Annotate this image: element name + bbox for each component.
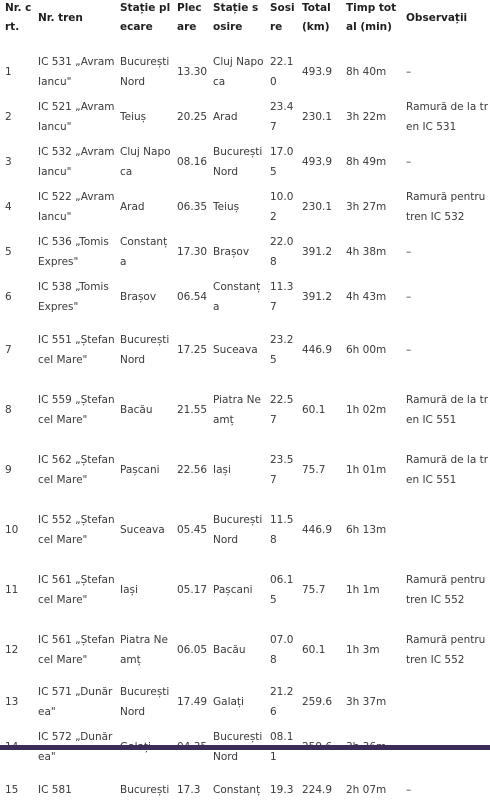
cell-sosire: 22.57 — [270, 393, 294, 426]
cell-timp-total: 2h 07m — [346, 783, 387, 796]
cell-statie-plecare: Brașov — [120, 291, 157, 303]
cell-statie-sosire: Piatra Neamț — [213, 393, 261, 426]
cell-observatii: – — [406, 343, 412, 356]
cell-nr-crt: 1 — [5, 66, 12, 78]
table-row — [0, 770, 490, 810]
cell-total-km: 446.9 — [302, 523, 333, 536]
cell-statie-sosire: Galați — [213, 696, 244, 708]
table-row — [0, 140, 490, 185]
cell-plecare: 22.56 — [177, 463, 208, 476]
header-plecare: Plecare — [177, 2, 202, 33]
cell-statie-sosire: Brașov — [213, 246, 250, 258]
cell-nr-tren: IC 521 „Avram Iancu" — [38, 101, 115, 133]
cell-observatii: Ramură de la tren IC 531 — [406, 101, 489, 133]
cell-nr-tren: IC 536 „Tomis Expres" — [38, 236, 109, 268]
cell-statie-sosire: București Nord — [213, 513, 263, 546]
header-nr-crt: Nr. crt. — [5, 2, 32, 33]
cell-sosire: 06.15 — [270, 573, 294, 606]
cell-statie-sosire: Iași — [213, 463, 231, 476]
cell-statie-plecare: Piatra Neamț — [120, 633, 168, 666]
cell-total-km: 75.7 — [302, 463, 326, 476]
cell-nr-tren: IC 561 „Ștefan cel Mare" — [38, 633, 115, 666]
cell-statie-sosire: Suceava — [213, 343, 258, 356]
cell-statie-plecare: Pașcani — [120, 463, 160, 476]
cell-sosire: 22.10 — [270, 56, 294, 88]
cell-timp-total: 4h 43m — [346, 291, 387, 303]
table-row — [0, 230, 490, 275]
cell-statie-sosire: Constanța — [213, 281, 261, 313]
cell-sosire: 07.08 — [270, 633, 294, 666]
cell-plecare: 05.17 — [177, 583, 208, 596]
cell-total-km: 60.1 — [302, 643, 326, 656]
cell-total-km: 446.9 — [302, 343, 333, 356]
cell-statie-sosire: Teiuș — [213, 201, 240, 213]
cell-observatii: Ramură de la tren IC 551 — [406, 453, 489, 486]
cell-sosire: 23.47 — [270, 101, 294, 133]
cell-nr-tren: IC 571 „Dunărea" — [38, 686, 113, 718]
header-row — [0, 0, 490, 50]
cell-sosire: 19.3 — [270, 783, 294, 796]
cell-total-km: 493.9 — [302, 66, 333, 78]
cell-timp-total: 3h 27m — [346, 201, 387, 213]
cell-timp-total: 1h 1m — [346, 583, 380, 596]
cell-nr-tren: IC 538 „Tomis Expres" — [38, 281, 109, 313]
cell-sosire: 22.08 — [270, 236, 294, 268]
table-row — [0, 185, 490, 230]
cell-plecare: 08.16 — [177, 156, 208, 168]
cell-nr-tren: IC 572 „Dunărea" — [38, 731, 113, 763]
cell-nr-crt: 5 — [5, 246, 12, 258]
cell-total-km: 259.6 — [302, 696, 333, 708]
cell-plecare: 06.54 — [177, 291, 208, 303]
cell-total-km: 391.2 — [302, 291, 333, 303]
cell-nr-crt: 11 — [5, 583, 19, 596]
cell-nr-tren: IC 532 „Avram Iancu" — [38, 146, 115, 178]
cell-total-km: 230.1 — [302, 111, 333, 123]
cell-nr-crt: 9 — [5, 463, 12, 476]
cell-plecare: 20.25 — [177, 111, 208, 123]
cell-statie-plecare: Teiuș — [120, 111, 147, 123]
cell-timp-total: 1h 3m — [346, 643, 380, 656]
table-row — [0, 620, 490, 680]
cell-statie-sosire: Constanț — [213, 783, 261, 796]
table-row — [0, 320, 490, 380]
cell-observatii: – — [406, 66, 412, 78]
cell-statie-plecare: Arad — [120, 201, 145, 213]
cell-nr-crt: 13 — [5, 696, 19, 708]
cell-nr-tren: IC 562 „Ștefan cel Mare" — [38, 453, 115, 486]
cell-observatii: Ramură pentru tren IC 552 — [406, 633, 486, 666]
cell-statie-plecare: Suceava — [120, 523, 165, 536]
cell-plecare: 17.30 — [177, 246, 208, 258]
table-row — [0, 50, 490, 95]
header-statie-sosire: Stație sosire — [213, 2, 259, 33]
cell-statie-sosire: Arad — [213, 111, 238, 123]
cell-sosire: 17.05 — [270, 146, 294, 178]
table-body — [0, 50, 490, 810]
cell-nr-tren: IC 531 „Avram Iancu" — [38, 56, 115, 88]
cell-nr-tren: IC 561 „Ștefan cel Mare" — [38, 573, 115, 606]
cell-statie-plecare: București — [120, 783, 170, 796]
cell-total-km: 75.7 — [302, 583, 326, 596]
cell-plecare: 06.05 — [177, 643, 208, 656]
cell-total-km: 224.9 — [302, 783, 333, 796]
cell-nr-crt: 3 — [5, 156, 12, 168]
cell-timp-total: 3h 37m — [346, 696, 387, 708]
cell-sosire: 11.58 — [270, 513, 294, 546]
cell-statie-plecare: București Nord — [120, 333, 170, 366]
cell-nr-crt: 4 — [5, 201, 12, 213]
table-row — [0, 380, 490, 440]
cell-statie-sosire: București Nord — [213, 731, 263, 763]
cell-sosire: 21.26 — [270, 686, 294, 718]
cell-statie-plecare: Cluj Napoca — [120, 146, 171, 178]
cell-nr-crt: 8 — [5, 403, 12, 416]
table-row — [0, 95, 490, 140]
cell-timp-total: 1h 02m — [346, 403, 387, 416]
cell-plecare: 06.35 — [177, 201, 208, 213]
cell-observatii: – — [406, 783, 412, 796]
cell-observatii: Ramură de la tren IC 551 — [406, 393, 489, 426]
cell-total-km: 493.9 — [302, 156, 333, 168]
table-row — [0, 680, 490, 725]
table-row — [0, 440, 490, 500]
header-nr-tren: Nr. tren — [38, 11, 83, 24]
cell-sosire: 23.25 — [270, 333, 294, 366]
cell-plecare: 17.49 — [177, 696, 208, 708]
cell-sosire: 10.02 — [270, 191, 294, 223]
cell-observatii — [401, 680, 490, 725]
cell-observatii: – — [406, 291, 412, 303]
cell-sosire: 11.37 — [270, 281, 294, 313]
cell-nr-crt: 15 — [5, 783, 19, 796]
table-row — [0, 275, 490, 320]
cell-plecare: 17.25 — [177, 343, 208, 356]
cell-observatii: – — [406, 246, 412, 258]
cell-statie-sosire: Bacău — [213, 643, 246, 656]
cell-plecare: 05.45 — [177, 523, 208, 536]
cell-timp-total: 1h 01m — [346, 463, 387, 476]
cell-statie-plecare: Bacău — [120, 403, 153, 416]
cell-statie-plecare: Iași — [120, 583, 138, 596]
cell-nr-crt: 12 — [5, 643, 19, 656]
header-statie-plecare: Stație plecare — [120, 2, 171, 33]
cell-total-km: 230.1 — [302, 201, 333, 213]
cell-statie-sosire: Pașcani — [213, 583, 253, 596]
cell-sosire: 08.11 — [270, 731, 294, 763]
cell-statie-sosire: Cluj Napoca — [213, 56, 264, 88]
cell-statie-sosire: București Nord — [213, 146, 263, 178]
cell-observatii — [401, 500, 490, 560]
cell-total-km: 60.1 — [302, 403, 326, 416]
cell-nr-tren: IC 522 „Avram Iancu" — [38, 191, 115, 223]
cell-nr-crt: 6 — [5, 291, 12, 303]
cell-nr-crt: 2 — [5, 111, 12, 123]
cell-nr-tren: IC 581 — [38, 783, 72, 796]
cell-observatii: Ramură pentru tren IC 552 — [406, 573, 486, 606]
cell-nr-tren: IC 552 „Ștefan cel Mare" — [38, 513, 115, 546]
cell-timp-total: 6h 13m — [346, 523, 387, 536]
cell-nr-crt: 7 — [5, 343, 12, 356]
cell-timp-total: 3h 22m — [346, 111, 387, 123]
cell-timp-total: 8h 49m — [346, 156, 387, 168]
table-row — [0, 500, 490, 560]
cell-statie-plecare: Constanța — [120, 236, 168, 268]
cell-timp-total: 4h 38m — [346, 246, 387, 258]
cell-statie-plecare: București Nord — [120, 686, 170, 718]
header-timp-total: Timp total (min) — [346, 2, 397, 33]
header-observatii: Observații — [406, 11, 468, 24]
cell-plecare: 21.55 — [177, 403, 208, 416]
cell-nr-tren: IC 559 „Ștefan cel Mare" — [38, 393, 115, 426]
header-sosire: Sosire — [270, 2, 295, 33]
cell-timp-total: 8h 40m — [346, 66, 387, 78]
cell-statie-plecare: București Nord — [120, 56, 170, 88]
cell-total-km: 391.2 — [302, 246, 333, 258]
cell-plecare: 13.30 — [177, 66, 208, 78]
table-header — [0, 0, 490, 50]
cell-observatii: – — [406, 156, 412, 168]
cell-sosire: 23.57 — [270, 453, 294, 486]
bottom-bar — [0, 745, 490, 750]
cell-plecare: 17.3 — [177, 783, 201, 796]
cell-observatii: Ramură pentru tren IC 532 — [406, 191, 486, 223]
cell-timp-total: 6h 00m — [346, 343, 387, 356]
table-row — [0, 560, 490, 620]
header-total-km: Total (km) — [302, 2, 331, 33]
cell-nr-tren: IC 551 „Ștefan cel Mare" — [38, 333, 115, 366]
cell-nr-crt: 10 — [5, 523, 19, 536]
